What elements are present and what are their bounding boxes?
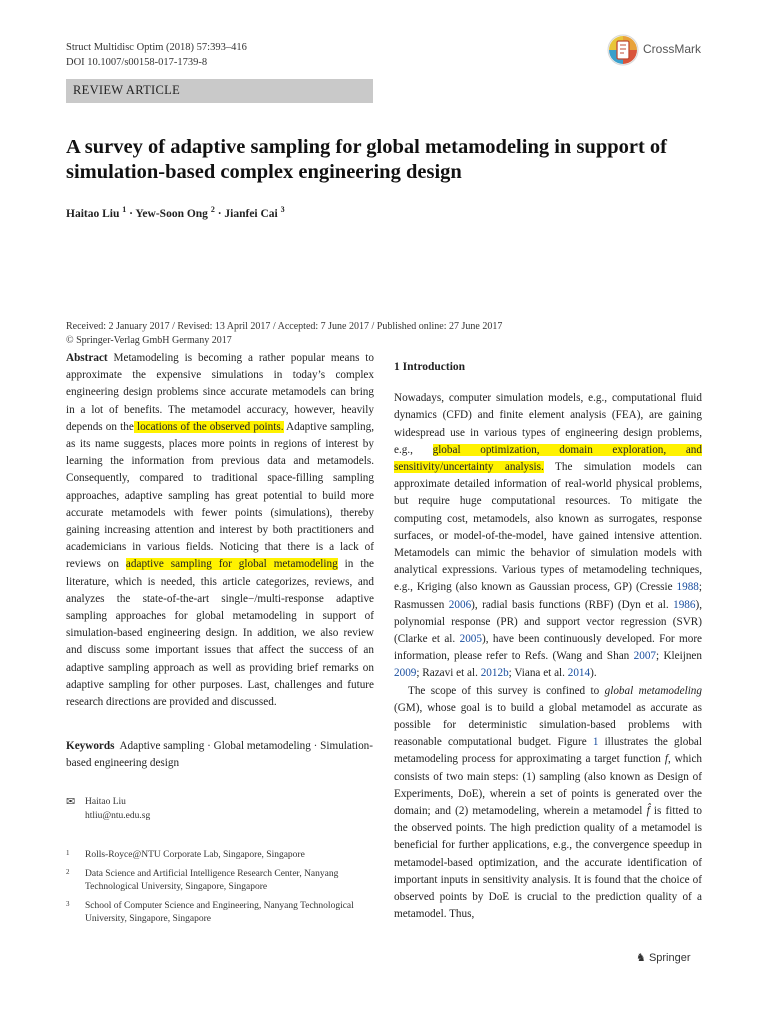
citation-link[interactable]: 2005 xyxy=(459,633,482,646)
affiliation-text: School of Computer Science and Engineering, Nanyang Technological University, Singapore, Singapore xyxy=(85,901,354,924)
article-type-banner xyxy=(66,79,373,103)
crossmark-icon xyxy=(607,33,639,67)
figure-link[interactable]: 1 xyxy=(592,736,599,749)
highlighted-text: adaptive sampling for global metamodeling xyxy=(125,558,338,571)
author-affiliation-mark: 1 xyxy=(122,205,127,214)
author-name[interactable]: Jianfei Cai xyxy=(224,207,278,220)
abstract-text: Metamodeling is becoming a rather popular means to approximate the expensive simulations in today’s complex engineering design problems since accurate metamodels can bring in a lot of benefits. The metamodel accuracy, however, heavily depends on the xyxy=(66,352,375,433)
citation-link[interactable]: 2012b xyxy=(480,667,509,680)
springer-horse-icon: ♞ xyxy=(636,952,646,964)
affiliation-number: 1 xyxy=(66,849,70,857)
citation-link[interactable]: 1988 xyxy=(676,581,699,594)
publication-dates: Received: 2 January 2017 / Revised: 13 April 2017 / Accepted: 7 June 2017 / Published online: 27 June 2017 xyxy=(66,321,503,332)
highlighted-text: locations of the observed points. xyxy=(133,420,284,433)
intro-paragraph: Nowadays, computer simulation models, e.g., computational fluid dynamics (CFD) and finite element analysis (FEA), are gaining widespread use in various types of engineering design problems, e.g., global optimization, domain exploration, and sensitivity/uncertainty analysis. The simulation models can approximate detailed information of real-world physical problems, but require huge computational resources. To mitigate the computing cost, metamodels, also known as surrogates, response surfaces, or model-of-the-model, have gained intensive attention. Metamodels can mimic the behavior of simulation models with analytical expressions. Various types of metamodeling techniques, e.g., Kriging (also known as Gaussian process, GP) (Cressie 1988; Rasmussen 2006), radial basis functions (RBF) (Dyn et al. 1986), polynomial response (PR) and support vector regression (SVR) (Clarke et al. 2005), have been continuously developed. For more information, please refer to Refs. (Wang and Shan 2007; Kleijnen 2009; Razavi et al. 2012b; Viana et al. 2014). xyxy=(394,392,703,680)
abstract-heading: Abstract xyxy=(66,352,108,364)
affiliation-number: 2 xyxy=(66,868,70,876)
author-affiliation-mark: 3 xyxy=(280,205,285,214)
citation-link[interactable]: 2014 xyxy=(567,667,591,680)
author-list xyxy=(66,205,285,220)
journal-reference: Struct Multidisc Optim (2018) 57:393–416 xyxy=(66,42,247,53)
highlighted-text: global optimization, domain exploration, and sensitivity/uncertainty analysis. xyxy=(394,443,702,474)
affiliation xyxy=(66,900,386,928)
author-affiliation-mark: 2 xyxy=(210,205,215,214)
corresponding-author xyxy=(66,796,366,826)
publisher-name: Springer xyxy=(648,952,691,964)
affiliation-text: Data Science and Artificial Intelligence Research Center, Nanyang Technological University, Singapore, Singapore xyxy=(85,869,339,892)
affiliation-text: Rolls-Royce@NTU Corporate Lab, Singapore, Singapore xyxy=(85,850,305,860)
contact-email[interactable]: htliu@ntu.edu.sg xyxy=(85,811,151,821)
keywords-heading: Keywords xyxy=(66,740,115,752)
author-separator: · xyxy=(214,207,225,220)
citation-link[interactable]: 2006 xyxy=(448,598,472,611)
author-name[interactable]: Yew-Soon Ong xyxy=(135,207,208,220)
math-symbol: f̂ xyxy=(646,805,650,818)
author-name[interactable]: Haitao Liu xyxy=(66,207,120,220)
envelope-icon: ✉ xyxy=(66,796,76,808)
crossmark-badge[interactable] xyxy=(607,33,719,67)
affiliation xyxy=(66,849,386,863)
abstract-text: Adaptive sampling, as its name suggests, places more points in regions of interest by learning the information from previous data and metamodels. Consequently, compared to traditional space-filling sampling approaches, adaptive sampling has great potential to build more accurate metamodels with fewer points (simulations), thereby gaining increasing attention and interest by both practitioners and academicians in various fields. Noticing that there is a lack of reviews on xyxy=(66,420,375,571)
emphasized-term: global metamodeling xyxy=(604,684,702,697)
math-symbol: f xyxy=(664,753,668,766)
paper-title: A survey of adaptive sampling for global metamodeling in support of simulation-based complex engineering design xyxy=(66,136,667,183)
contact-name: Haitao Liu xyxy=(85,797,126,807)
introduction-section xyxy=(394,359,702,924)
keywords-text: Adaptive sampling · Global metamodeling · Simulation-based engineering design xyxy=(66,740,374,770)
copyright-notice: © Springer-Verlag GmbH Germany 2017 xyxy=(66,335,232,346)
citation-link[interactable]: 2007 xyxy=(633,650,656,663)
affiliation-number: 3 xyxy=(66,900,70,908)
intro-paragraph: The scope of this survey is confined to global metamodeling (GM), whose goal is to build a global metamodel as accurate as possible for deterministic simulation-based problems with reasonable computational budget. Figure 1 illustrates the global metamodeling process for approximating a target function f, which consists of two main steps: (1) sampling (also known as Design of Experiments, DoE), wherein a set of points is generated over the domain; and (2) metamodeling, wherein a metamodel f̂ is fitted to the observed points. The high prediction quality of a metamodel is beneficial for further applications, e.g., the convergence speedup in metamodel-based optimization, and the accurate identification of important inputs in sensitivity analysis. It is found that the choice of observed points by DoE is crucial to the prediction quality of a metamodel. Thus, xyxy=(394,684,702,921)
article-type-label: REVIEW ARTICLE xyxy=(73,83,181,97)
publisher-logo xyxy=(636,951,691,964)
affiliation xyxy=(66,868,386,896)
keywords xyxy=(66,738,374,772)
citation-link[interactable]: 1986 xyxy=(673,598,696,611)
crossmark-label: CrossMark xyxy=(643,42,702,56)
author-separator: · xyxy=(126,207,136,220)
abstract-text: in the literature, which is needed, this article categorizes, reviews, and analyzes the state-of-the-art single−/multi-response adaptive sampling approaches for global metamodeling in support of simulation-based engineering design. In addition, we also review and discuss some important issues that affect the success of an adaptive sampling approach as well as providing brief remarks on adaptive sampling for other purposes. Last, challenges and future research directions are provided and discussed. xyxy=(66,558,375,709)
doi[interactable]: DOI 10.1007/s00158-017-1739-8 xyxy=(66,57,208,68)
section-heading: 1 Introduction xyxy=(394,361,466,373)
abstract xyxy=(66,350,374,711)
citation-link[interactable]: 2009 xyxy=(394,667,417,680)
